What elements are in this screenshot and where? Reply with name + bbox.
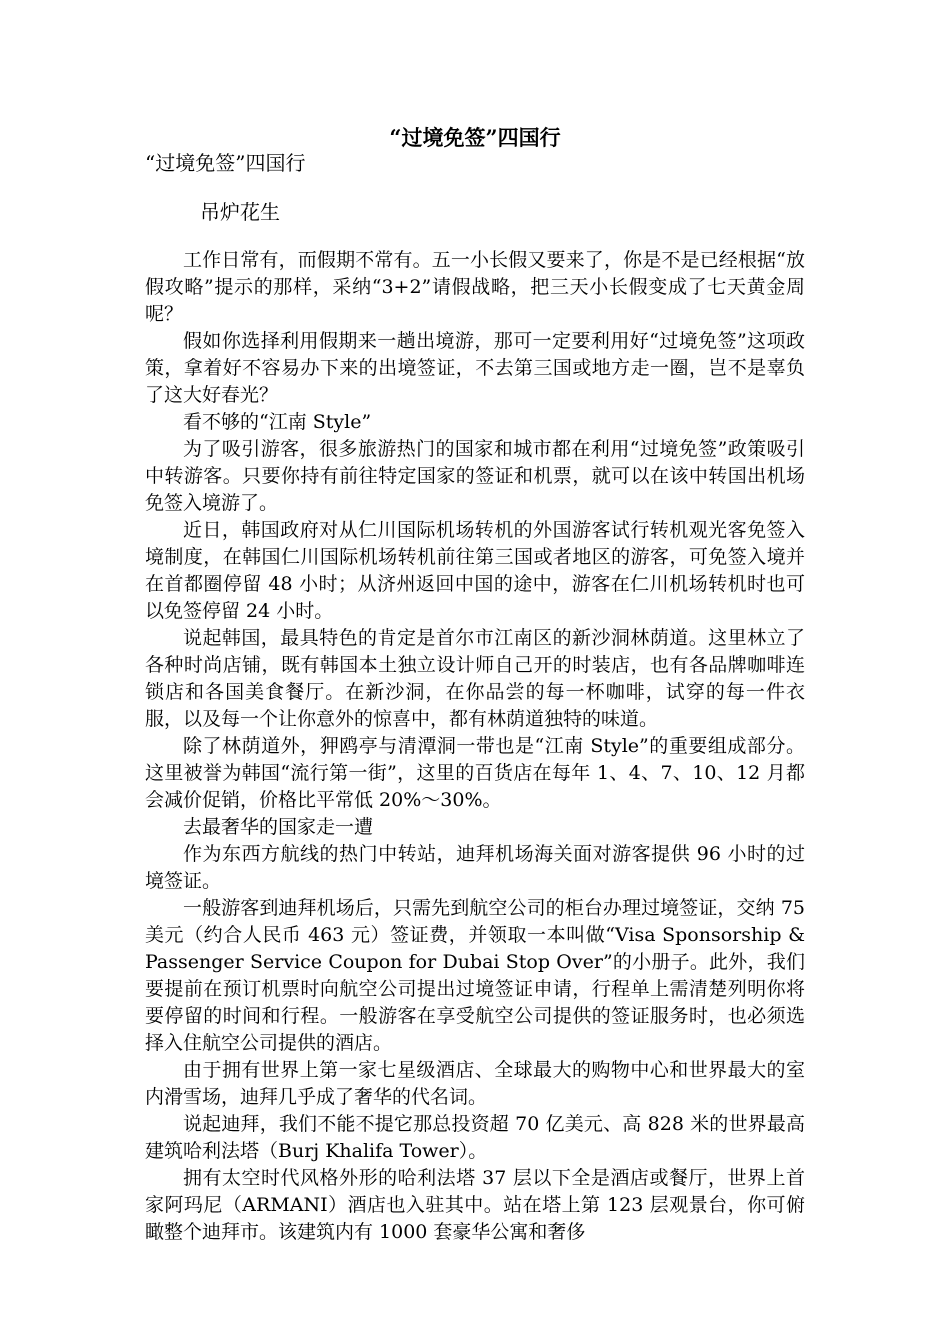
- paragraph-10: 说起迪拜，我们不能不提它那总投资超 70 亿美元、高 828 米的世界最高建筑哈利法塔（Burj Khalifa Tower）。: [145, 1113, 805, 1162]
- paragraph-1: 工作日常有，而假期不常有。五一小长假又要来了，你是不是已经根据“放假攻略”提示的那样，采纳“3+2”请假战略，把三天小长假变成了七天黄金周呢？: [145, 249, 805, 325]
- paragraph-11: 拥有太空时代风格外形的哈利法塔 37 层以下全是酒店或餐厅，世界上首家阿玛尼（ARMANI）酒店也入驻其中。站在塔上第 123 层观景台，你可俯瞰整个迪拜市。该建筑内有 1000 套豪华公寓和奢侈: [145, 1167, 805, 1243]
- paragraph-6: 除了林荫道外，狎鸥亭与清潭洞一带也是“江南 Style”的重要组成部分。这里被誉为韩国“流行第一街”，这里的百货店在每年 1、4、7、10、12 月都会减价促销，价格比平常低 20%～30%。: [145, 735, 805, 811]
- paragraph-2: 假如你选择利用假期来一趟出境游，那可一定要利用好“过境免签”这项政策，拿着好不容易办下来的出境签证，不去第三国或地方走一圈，岂不是辜负了这大好春光？: [145, 330, 805, 406]
- paragraph-8: 一般游客到迪拜机场后，只需先到航空公司的柜台办理过境签证，交纳 75 美元（约合人民币 463 元）签证费，并领取一本叫做“Visa Sponsorship & Passenger Service Coupon for Dubai Stop Over”的小册子。此外，我们要提前在预订机票时向航空公司提出过境签证申请，行程单上需清楚列明你将要停留的时间和行程。一般游客在享受航空公司提供的签证服务时，也必须选择入住航空公司提供的酒店。: [145, 897, 805, 1054]
- paragraph-7: 作为东西方航线的热门中转站，迪拜机场海关面对游客提供 96 小时的过境签证。: [145, 843, 805, 892]
- section-heading-dubai: 去最奢华的国家走一遭: [183, 816, 374, 838]
- document-subtitle: “过境免签”四国行: [145, 151, 306, 175]
- paragraph-4: 近日，韩国政府对从仁川国际机场转机的外国游客试行转机观光客免签入境制度，在韩国仁川国际机场转机前往第三国或者地区的游客，可免签入境并在首都圈停留 48 小时；从济州返回中国的途中，游客在仁川机场转机时也可以免签停留 24 小时。: [145, 519, 805, 622]
- article-body: [145, 247, 805, 1246]
- author-name: 吊炉花生: [200, 200, 280, 224]
- paragraph-3: 为了吸引游客，很多旅游热门的国家和城市都在利用“过境免签”政策吸引中转游客。只要你持有前往特定国家的签证和机票，就可以在该中转国出机场免签入境游了。: [145, 438, 805, 514]
- section-heading-korea: 看不够的“江南 Style”: [183, 411, 372, 433]
- document-title: “过境免签”四国行: [389, 125, 561, 150]
- paragraph-9: 由于拥有世界上第一家七星级酒店、全球最大的购物中心和世界最大的室内滑雪场，迪拜几乎成了奢华的代名词。: [145, 1059, 805, 1108]
- paragraph-5: 说起韩国，最具特色的肯定是首尔市江南区的新沙洞林荫道。这里林立了各种时尚店铺，既有韩国本土独立设计师自己开的时装店，也有各品牌咖啡连锁店和各国美食餐厅。在新沙洞，在你品尝的每一杯咖啡，试穿的每一件衣服，以及每一个让你意外的惊喜中，都有林荫道独特的味道。: [145, 627, 805, 730]
